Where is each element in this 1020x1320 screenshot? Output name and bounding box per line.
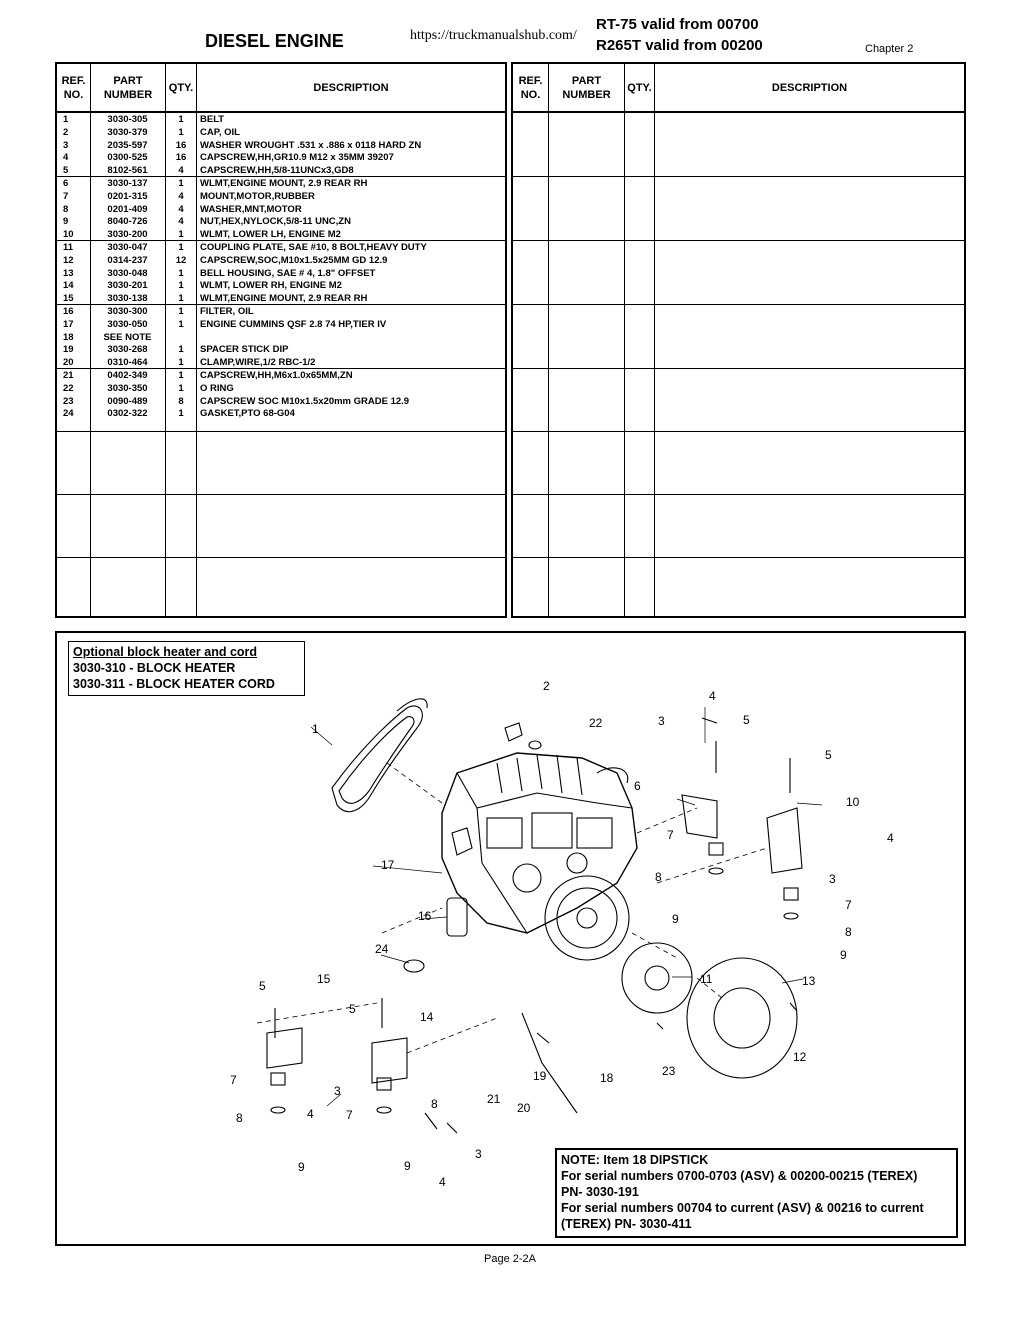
qty-cell: 1 bbox=[178, 229, 184, 241]
lower-rh-mount bbox=[372, 1038, 407, 1083]
qty-cell: 16 bbox=[175, 152, 187, 164]
note-line-5: (TEREX) PN- 3030-411 bbox=[561, 1217, 692, 1231]
callout-number: 3 bbox=[829, 872, 836, 886]
ref-no-cell: 5 bbox=[63, 165, 69, 177]
ref-no-cell: 20 bbox=[63, 357, 74, 369]
header-description: DESCRIPTION bbox=[313, 82, 389, 94]
qty-cell: 1 bbox=[178, 344, 184, 356]
table-row bbox=[57, 216, 505, 229]
header-ref-no: REF. NO. bbox=[61, 75, 86, 101]
part-number-cell: 3030-305 bbox=[107, 114, 148, 125]
qty-cell: 4 bbox=[178, 203, 184, 215]
belt-part bbox=[332, 706, 422, 812]
description-cell: WASHER WROUGHT .531 x .886 x 0118 HARD ZN bbox=[200, 139, 422, 151]
callout-number: 13 bbox=[802, 974, 816, 988]
description-cell: WLMT, LOWER LH, ENGINE M2 bbox=[200, 229, 341, 241]
ref-no-cell: 8 bbox=[63, 203, 69, 215]
qty-cell: 1 bbox=[178, 382, 184, 394]
group-divider bbox=[513, 176, 964, 177]
description-cell: O RING bbox=[200, 382, 234, 394]
qty-cell: 1 bbox=[178, 408, 184, 420]
table-row bbox=[57, 165, 505, 178]
description-cell: WASHER,MNT,MOTOR bbox=[200, 203, 302, 215]
description-cell: SPACER STICK DIP bbox=[200, 344, 289, 356]
callout-number: 3 bbox=[334, 1084, 341, 1098]
table-row bbox=[57, 332, 505, 345]
callout-number: 9 bbox=[404, 1159, 411, 1173]
header-ref-no: REF. NO. bbox=[518, 75, 543, 101]
table-row bbox=[57, 306, 505, 319]
part-number-cell: 0090-489 bbox=[107, 395, 148, 407]
dipstick-note-box bbox=[555, 1148, 958, 1238]
table-row bbox=[57, 114, 505, 127]
page-number: Page 2-2A bbox=[484, 1253, 536, 1265]
callout-number: 8 bbox=[431, 1097, 438, 1111]
callout-number: 18 bbox=[600, 1071, 614, 1085]
callout-number: 15 bbox=[317, 972, 331, 986]
description-cell: BELT bbox=[200, 114, 225, 125]
oil-filter bbox=[447, 898, 467, 936]
ref-no-cell: 15 bbox=[63, 293, 74, 305]
part-number-cell: 8102-561 bbox=[107, 165, 148, 177]
ref-no-cell: 23 bbox=[63, 395, 74, 407]
group-divider bbox=[513, 240, 964, 241]
group-divider bbox=[513, 368, 964, 369]
ref-no-cell: 13 bbox=[63, 267, 74, 279]
part-number-cell: 3030-137 bbox=[107, 178, 148, 189]
table-row bbox=[57, 280, 505, 293]
block-heater-cord-line: 3030-311 - BLOCK HEATER CORD bbox=[73, 677, 275, 691]
part-number-cell: 3030-048 bbox=[107, 267, 148, 279]
ref-no-cell: 10 bbox=[63, 229, 74, 241]
header-qty: QTY. bbox=[168, 82, 194, 94]
qty-cell: 1 bbox=[178, 370, 184, 381]
description-cell: CAPSCREW SOC M10x1.5x20mm GRADE 12.9 bbox=[200, 395, 410, 407]
ref-no-cell: 14 bbox=[63, 280, 74, 292]
part-number-cell: 0314-237 bbox=[107, 254, 148, 266]
header-part-number: PART NUMBER bbox=[103, 75, 153, 101]
callout-number: 1 bbox=[312, 722, 319, 736]
qty-cell: 4 bbox=[178, 216, 184, 228]
table-row bbox=[57, 357, 505, 370]
note-line-3: PN- 3030-191 bbox=[561, 1185, 639, 1199]
table-row bbox=[57, 242, 505, 255]
qty-cell: 1 bbox=[178, 242, 184, 253]
table-row bbox=[57, 255, 505, 268]
dipstick bbox=[522, 1013, 577, 1113]
table-row bbox=[57, 383, 505, 396]
part-number-cell: 2035-597 bbox=[107, 139, 148, 151]
ref-no-cell: 6 bbox=[63, 178, 69, 189]
engine-mount-rear-rh bbox=[682, 795, 717, 838]
column-divider bbox=[654, 64, 655, 616]
qty-cell: 1 bbox=[178, 318, 184, 330]
ref-no-cell: 2 bbox=[63, 126, 69, 138]
callout-number: 10 bbox=[846, 795, 860, 809]
qty-cell: 1 bbox=[178, 306, 184, 317]
part-number-cell: 3030-300 bbox=[107, 306, 148, 317]
description-cell: CAPSCREW,HH,5/8-11UNCx3,GD8 bbox=[200, 165, 354, 177]
table-row bbox=[57, 370, 505, 383]
callout-number: 17 bbox=[381, 858, 395, 872]
callout-number: 19 bbox=[533, 1069, 547, 1083]
ref-no-cell: 22 bbox=[63, 382, 74, 394]
table-row bbox=[57, 191, 505, 204]
callout-number: 5 bbox=[743, 713, 750, 727]
parts-table-right bbox=[511, 62, 966, 618]
note-line-2: For serial numbers 0700-0703 (ASV) & 00200-00215 (TEREX) bbox=[561, 1169, 918, 1183]
callout-number: 9 bbox=[298, 1160, 305, 1174]
callout-number: 6 bbox=[634, 779, 641, 793]
part-number-cell: 8040-726 bbox=[107, 216, 148, 228]
qty-cell: 1 bbox=[178, 126, 184, 138]
callout-number: 3 bbox=[475, 1147, 482, 1161]
table-row bbox=[57, 152, 505, 165]
callout-number: 5 bbox=[825, 748, 832, 762]
table-row bbox=[57, 204, 505, 217]
header-part-number: PART NUMBER bbox=[562, 75, 611, 101]
qty-cell: 1 bbox=[178, 114, 184, 125]
callout-number: 4 bbox=[439, 1175, 446, 1189]
description-cell: CLAMP,WIRE,1/2 RBC-1/2 bbox=[200, 357, 316, 369]
table-row bbox=[57, 178, 505, 191]
header-description: DESCRIPTION bbox=[771, 82, 848, 94]
part-number-cell: 0201-315 bbox=[107, 190, 148, 202]
qty-cell: 12 bbox=[175, 254, 187, 266]
ref-no-cell: 1 bbox=[63, 114, 69, 125]
callout-number: 7 bbox=[667, 828, 674, 842]
callout-number: 9 bbox=[840, 948, 847, 962]
callout-number: 2 bbox=[543, 679, 550, 693]
note-line-4: For serial numbers 00704 to current (ASV) & 00216 to current bbox=[561, 1201, 924, 1215]
callout-number: 5 bbox=[259, 979, 266, 993]
callout-number: 7 bbox=[845, 898, 852, 912]
callout-number: 3 bbox=[658, 714, 665, 728]
description-cell: GASKET,PTO 68-G04 bbox=[200, 408, 295, 420]
ref-no-cell: 3 bbox=[63, 139, 69, 151]
lower-lh-mount bbox=[767, 808, 802, 873]
valid-from-r265t: R265T valid from 00200 bbox=[596, 37, 763, 54]
part-number-cell: 0310-464 bbox=[107, 357, 148, 369]
coupling-plate bbox=[622, 943, 692, 1013]
qty-cell: 8 bbox=[178, 395, 184, 407]
qty-cell: 1 bbox=[178, 293, 184, 305]
callout-number: 8 bbox=[655, 870, 662, 884]
table-row bbox=[57, 127, 505, 140]
parts-table-left bbox=[55, 62, 507, 618]
description-cell: WLMT,ENGINE MOUNT, 2.9 REAR RH bbox=[200, 178, 368, 189]
description-cell: WLMT,ENGINE MOUNT, 2.9 REAR RH bbox=[200, 293, 368, 305]
qty-cell: 1 bbox=[178, 357, 184, 369]
callout-number: 4 bbox=[887, 831, 894, 845]
block-heater-line: 3030-310 - BLOCK HEATER bbox=[73, 661, 236, 675]
description-cell: CAP, OIL bbox=[200, 126, 240, 138]
callout-number: 8 bbox=[845, 925, 852, 939]
callout-number: 7 bbox=[230, 1073, 237, 1087]
valid-from-rt75: RT-75 valid from 00700 bbox=[596, 16, 759, 33]
chapter-label: Chapter 2 bbox=[865, 43, 914, 55]
part-number-cell: 0402-349 bbox=[107, 370, 148, 381]
optional-block-heater-box bbox=[68, 641, 305, 696]
part-number-cell: 3030-268 bbox=[107, 344, 148, 356]
ref-no-cell: 7 bbox=[63, 190, 69, 202]
table-row bbox=[57, 408, 505, 421]
ref-no-cell: 19 bbox=[63, 344, 74, 356]
pto-gasket bbox=[404, 960, 424, 972]
description-cell: WLMT, LOWER RH, ENGINE M2 bbox=[200, 280, 342, 292]
callout-number: 4 bbox=[307, 1107, 314, 1121]
column-divider bbox=[548, 64, 549, 616]
callout-number: 22 bbox=[589, 716, 603, 730]
ref-no-cell: 11 bbox=[63, 242, 74, 253]
description-cell: FILTER, OIL bbox=[200, 306, 254, 317]
table-row bbox=[57, 293, 505, 306]
part-number-cell: 3030-200 bbox=[107, 229, 148, 241]
part-number-cell: 0302-322 bbox=[107, 408, 148, 420]
oil-cap bbox=[505, 723, 522, 741]
note-line-1: NOTE: Item 18 DIPSTICK bbox=[561, 1153, 709, 1167]
source-url[interactable]: https://truckmanualshub.com/ bbox=[410, 28, 577, 43]
table-row bbox=[57, 319, 505, 332]
description-cell: NUT,HEX,NYLOCK,5/8-11 UNC,ZN bbox=[200, 216, 351, 228]
part-number-cell: 0300-525 bbox=[107, 152, 148, 164]
callout-number: 14 bbox=[420, 1010, 434, 1024]
table-row bbox=[57, 268, 505, 281]
engine-mount-left bbox=[267, 1028, 302, 1068]
ref-no-cell: 18 bbox=[63, 331, 74, 343]
group-divider bbox=[57, 494, 505, 495]
part-number-cell: 3030-350 bbox=[107, 382, 148, 394]
table-row bbox=[57, 229, 505, 242]
qty-cell: 1 bbox=[178, 280, 184, 292]
description-cell: COUPLING PLATE, SAE #10, 8 BOLT,HEAVY DUTY bbox=[200, 242, 427, 253]
qty-cell: 4 bbox=[178, 165, 184, 177]
callout-number: 20 bbox=[517, 1101, 531, 1115]
description-cell: MOUNT,MOTOR,RUBBER bbox=[200, 190, 315, 202]
qty-cell: 1 bbox=[178, 267, 184, 279]
callout-number: 24 bbox=[375, 942, 389, 956]
group-divider bbox=[513, 304, 964, 305]
callout-number: 23 bbox=[662, 1064, 676, 1078]
callout-number: 12 bbox=[793, 1050, 807, 1064]
qty-cell: 16 bbox=[175, 139, 187, 151]
ref-no-cell: 4 bbox=[63, 152, 69, 164]
callout-number: 16 bbox=[418, 909, 432, 923]
description-cell: CAPSCREW,HH,GR10.9 M12 x 35MM 39207 bbox=[200, 152, 394, 164]
exploded-diagram bbox=[55, 631, 966, 1246]
ref-no-cell: 17 bbox=[63, 318, 74, 330]
callout-number: 8 bbox=[236, 1111, 243, 1125]
part-number-cell: 3030-050 bbox=[107, 318, 148, 330]
part-number-cell: 3030-047 bbox=[107, 242, 148, 253]
ref-no-cell: 16 bbox=[63, 306, 74, 317]
column-divider bbox=[624, 64, 625, 616]
ref-no-cell: 9 bbox=[63, 216, 69, 228]
description-cell: BELL HOUSING, SAE # 4, 1.8" OFFSET bbox=[200, 267, 376, 279]
page-title: DIESEL ENGINE bbox=[205, 31, 344, 51]
part-number-cell: SEE NOTE bbox=[103, 331, 152, 343]
callout-number: 9 bbox=[672, 912, 679, 926]
part-number-cell: 3030-379 bbox=[107, 126, 148, 138]
ref-no-cell: 21 bbox=[63, 370, 74, 381]
callout-number: 7 bbox=[346, 1108, 353, 1122]
ref-no-cell: 12 bbox=[63, 254, 74, 266]
description-cell: CAPSCREW,HH,M6x1.0x65MM,ZN bbox=[200, 370, 353, 381]
group-divider bbox=[57, 431, 505, 432]
part-number-cell: 3030-138 bbox=[107, 293, 148, 305]
optional-title: Optional block heater and cord bbox=[73, 645, 258, 659]
group-divider bbox=[57, 557, 505, 558]
qty-cell: 4 bbox=[178, 190, 184, 202]
callout-number: 11 bbox=[700, 972, 713, 986]
group-divider bbox=[513, 494, 964, 495]
part-number-cell: 3030-201 bbox=[107, 280, 148, 292]
ref-no-cell: 24 bbox=[63, 408, 74, 420]
callout-number: 5 bbox=[349, 1002, 356, 1016]
qty-cell: 1 bbox=[178, 178, 184, 189]
part-number-cell: 0201-409 bbox=[107, 203, 148, 215]
table-row bbox=[57, 396, 505, 409]
callout-number: 21 bbox=[487, 1092, 501, 1106]
description-cell: ENGINE CUMMINS QSF 2.8 74 HP,TIER IV bbox=[200, 318, 387, 330]
group-divider bbox=[513, 557, 964, 558]
header-qty: QTY. bbox=[627, 82, 652, 94]
callout-number: 4 bbox=[709, 689, 716, 703]
table-row bbox=[57, 344, 505, 357]
description-cell: CAPSCREW,SOC,M10x1.5x25MM GD 12.9 bbox=[200, 254, 388, 266]
group-divider bbox=[513, 431, 964, 432]
table-row bbox=[57, 140, 505, 153]
